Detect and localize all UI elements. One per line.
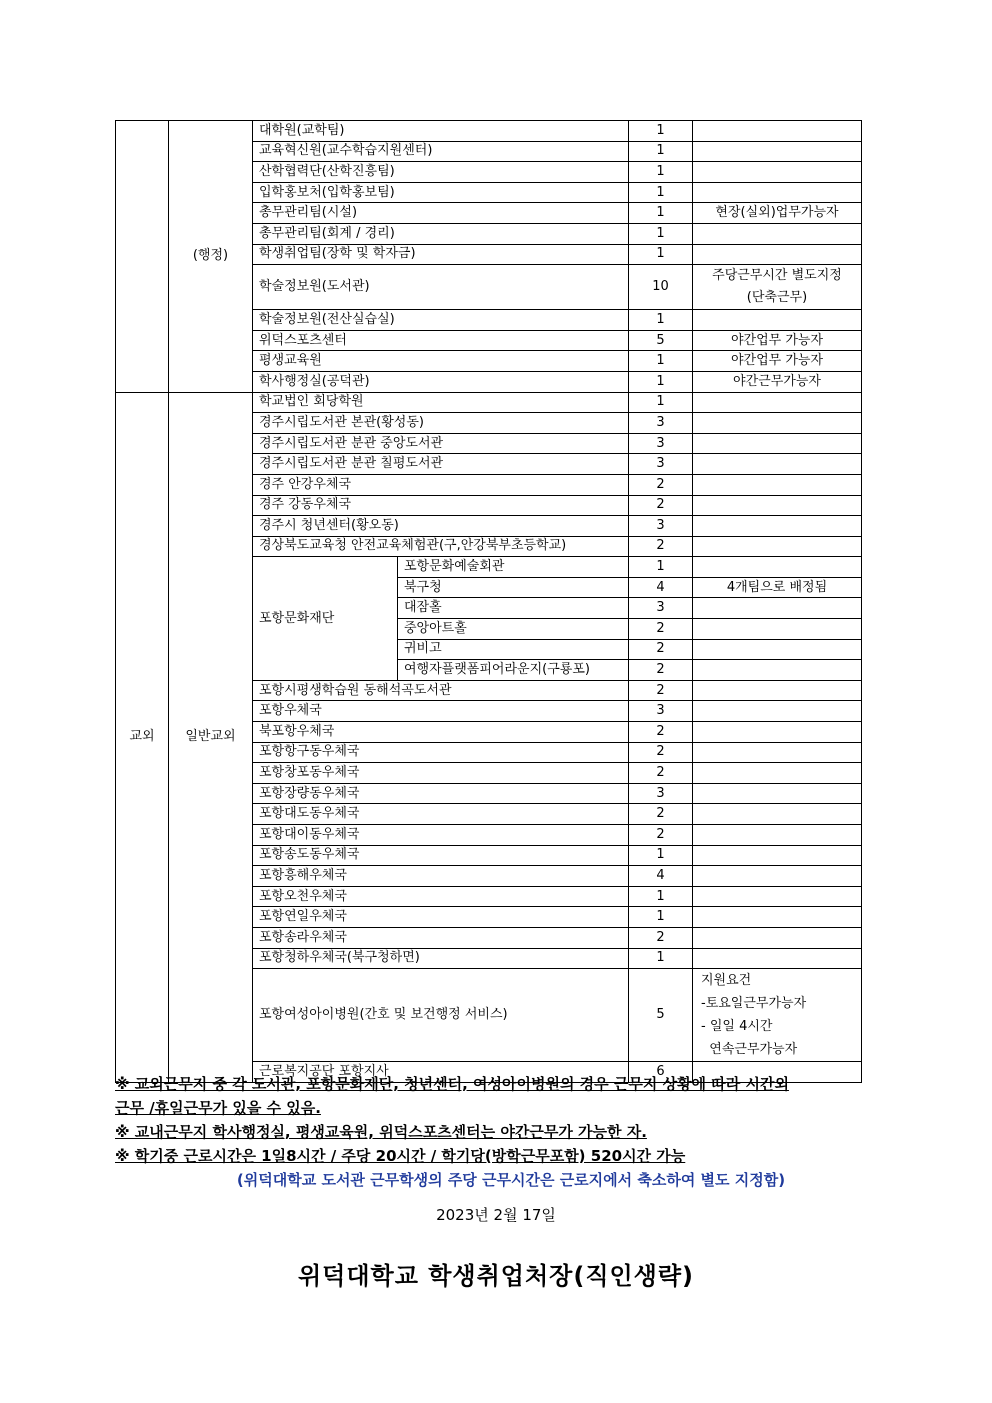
- footnote-line-3: ※ 교내근무지 학사행정실, 평생교육원, 위덕스포츠센터는 야간근무가 가능한 자.: [115, 1123, 647, 1141]
- remarks: 현장(실외)업무가능자: [693, 203, 862, 224]
- worksite-name: 포항연일우체국: [253, 907, 629, 928]
- worksite-name: 총무관리팀(시설): [253, 203, 629, 224]
- worker-count: 2: [629, 763, 693, 784]
- worksite-name: 경주시립도서관 본관(황성동): [253, 413, 629, 434]
- remarks: [693, 927, 862, 948]
- worker-count: 3: [629, 516, 693, 537]
- worksite-name: 경상북도교육청 안전교육체험관(구,안강북부초등학교): [253, 536, 629, 557]
- remarks-line: -토요일근무가능자: [701, 996, 807, 1012]
- worker-count: 2: [629, 927, 693, 948]
- remarks: [693, 660, 862, 681]
- worksite-name: 학교법인 회당학원: [253, 392, 629, 413]
- remarks: [693, 948, 862, 969]
- worksite-name: 포항송도동우체국: [253, 845, 629, 866]
- worker-count: 3: [629, 454, 693, 475]
- remarks: [693, 680, 862, 701]
- worker-count: 2: [629, 680, 693, 701]
- worker-count: 1: [629, 223, 693, 244]
- footnote-line-1: ※ 교외근무지 중 각 도서관, 포항문화재단, 청년센터, 여성아이병원의 경우 근무지 상황에 따라 시간외: [115, 1075, 789, 1093]
- worker-count: 2: [629, 639, 693, 660]
- remarks: [693, 474, 862, 495]
- worksite-table: [115, 120, 862, 1083]
- worksite-name: 여행자플랫폼피어라운지(구룡포): [398, 660, 629, 681]
- worksite-name: 대학원(교학팀): [253, 121, 629, 142]
- remarks: [693, 804, 862, 825]
- worksite-name: 포항시평생학습원 동해석곡도서관: [253, 680, 629, 701]
- worksite-name: 포항대도동우체국: [253, 804, 629, 825]
- remarks: 4개팀으로 배정됨: [693, 577, 862, 598]
- worker-count: 2: [629, 825, 693, 846]
- category-general-external: 일반교외: [169, 392, 253, 1082]
- worksite-name: 평생교육원: [253, 351, 629, 372]
- remarks: [693, 141, 862, 162]
- remarks: [693, 495, 862, 516]
- worker-count: 1: [629, 203, 693, 224]
- worksite-name: 학생취업팀(장학 및 학자금): [253, 244, 629, 265]
- remarks: 야간업무 가능자: [693, 351, 862, 372]
- worker-count: 3: [629, 783, 693, 804]
- worker-count: 3: [629, 433, 693, 454]
- worksite-name: 입학홍보처(입학홍보팀): [253, 182, 629, 203]
- remarks: [693, 244, 862, 265]
- category-external: 교외: [116, 392, 169, 1082]
- worker-count: 3: [629, 413, 693, 434]
- remarks: [693, 639, 862, 660]
- worksite-name: 경주 안강우체국: [253, 474, 629, 495]
- worksite-name: 포항송라우체국: [253, 927, 629, 948]
- document-date: 2023년 2월 17일: [436, 1206, 556, 1224]
- worker-count: 5: [629, 330, 693, 351]
- remarks: [693, 392, 862, 413]
- worker-count: 4: [629, 577, 693, 598]
- remarks: [693, 413, 862, 434]
- remarks: [693, 182, 862, 203]
- remarks-line: 연속근무가능자: [701, 1042, 798, 1058]
- remarks: [693, 433, 862, 454]
- remarks: [693, 866, 862, 887]
- worksite-name: 대잠홀: [398, 598, 629, 619]
- worksite-name: 교육혁신원(교수학습지원센터): [253, 141, 629, 162]
- worksite-name: 중앙아트홀: [398, 619, 629, 640]
- worker-count: 1: [629, 948, 693, 969]
- worker-count: 2: [629, 722, 693, 743]
- worker-count: 1: [629, 371, 693, 392]
- worksite-name: 경주 강동우체국: [253, 495, 629, 516]
- worker-count: 1: [629, 392, 693, 413]
- worker-count: 3: [629, 598, 693, 619]
- footnotes: [115, 1072, 895, 1192]
- worker-count: 1: [629, 244, 693, 265]
- worker-count: 1: [629, 310, 693, 331]
- remarks: [693, 742, 862, 763]
- worksite-name: 산학협력단(산학진흥팀): [253, 162, 629, 183]
- table-row: [116, 392, 862, 413]
- worker-count: 1: [629, 886, 693, 907]
- footnote-line-5: (위덕대학교 도서관 근무학생의 주당 근무시간은 근로지에서 축소하여 별도 지정함): [236, 1171, 786, 1189]
- worker-count: 1: [629, 907, 693, 928]
- remarks: [693, 536, 862, 557]
- worker-count: 1: [629, 557, 693, 578]
- remarks: [693, 701, 862, 722]
- worksite-name: 포항창포동우체국: [253, 763, 629, 784]
- remarks-cell: [693, 265, 862, 310]
- worksite-name: 학사행정실(공덕관): [253, 371, 629, 392]
- remarks-line: - 일일 4시간: [701, 1019, 773, 1035]
- remarks: [693, 619, 862, 640]
- worker-count: 2: [629, 474, 693, 495]
- worksite-name: 위덕스포츠센터: [253, 330, 629, 351]
- remarks-cell: [693, 969, 862, 1062]
- table-row: [116, 121, 862, 142]
- worksite-name: 포항대이동우체국: [253, 825, 629, 846]
- remarks: [693, 121, 862, 142]
- remarks: [693, 783, 862, 804]
- remarks: [693, 722, 862, 743]
- remarks: [693, 162, 862, 183]
- worksite-name: 포항청하우체국(북구청하면): [253, 948, 629, 969]
- worksite-name: 포항여성아이병원(간호 및 보건행정 서비스): [253, 969, 629, 1062]
- worksite-name: 포항흥해우체국: [253, 866, 629, 887]
- worksite-name: 경주시립도서관 분관 칠평도서관: [253, 454, 629, 475]
- worker-count: 3: [629, 701, 693, 722]
- remarks: [693, 763, 862, 784]
- worksite-name: 총무관리팀(회계 / 경리): [253, 223, 629, 244]
- remarks-line: 지원요건: [701, 973, 752, 989]
- worksite-name: 귀비고: [398, 639, 629, 660]
- worker-count: 1: [629, 351, 693, 372]
- remarks: 야간업무 가능자: [693, 330, 862, 351]
- worksite-name: 경주시립도서관 분관 중앙도서관: [253, 433, 629, 454]
- remarks: [693, 223, 862, 244]
- worker-count: 6: [629, 1062, 693, 1083]
- worker-count: 2: [629, 742, 693, 763]
- worksite-name: 포항항구동우체국: [253, 742, 629, 763]
- worksite-name: 포항문화예술회관: [398, 557, 629, 578]
- remarks: 야간근무가능자: [693, 371, 862, 392]
- worker-count: 2: [629, 536, 693, 557]
- worksite-name: 근로복지공단 포항지사: [253, 1062, 629, 1083]
- worker-count: 2: [629, 804, 693, 825]
- category-cell-blank: [116, 121, 169, 393]
- worker-count: 10: [629, 265, 693, 310]
- worker-count: 1: [629, 845, 693, 866]
- remarks-line: 주당근무시간 별도지정: [712, 268, 842, 284]
- worksite-name: 포항오천우체국: [253, 886, 629, 907]
- worker-count: 1: [629, 141, 693, 162]
- footnote-line-2: 근무 /휴일근무가 있을 수 있음.: [115, 1099, 321, 1117]
- worksite-name: 포항우체국: [253, 701, 629, 722]
- remarks: [693, 825, 862, 846]
- worksite-name: 경주시 청년센터(황오동): [253, 516, 629, 537]
- worker-count: 4: [629, 866, 693, 887]
- category-admin: (행정): [169, 121, 253, 393]
- remarks: [693, 598, 862, 619]
- remarks: [693, 516, 862, 537]
- worksite-name: 학술정보원(도서관): [253, 265, 629, 310]
- remarks-line: (단축근무): [746, 290, 808, 306]
- worksite-name: 학술정보원(전산실습실): [253, 310, 629, 331]
- foundation-name: 포항문화재단: [253, 557, 398, 681]
- worksite-name: 북구청: [398, 577, 629, 598]
- remarks: [693, 310, 862, 331]
- remarks: [693, 907, 862, 928]
- remarks: [693, 454, 862, 475]
- remarks: [693, 845, 862, 866]
- remarks: [693, 886, 862, 907]
- worksite-name: 포항장량동우체국: [253, 783, 629, 804]
- worker-count: 2: [629, 619, 693, 640]
- signature: 위덕대학교 학생취업처장(직인생략): [297, 1262, 695, 1290]
- footnote-line-4: ※ 학기중 근로시간은 1일8시간 / 주당 20시간 / 학기당(방학근무포함) 520시간 가능: [115, 1147, 686, 1165]
- worker-count: 1: [629, 162, 693, 183]
- worksite-name: 북포항우체국: [253, 722, 629, 743]
- remarks: [693, 557, 862, 578]
- worker-count: 1: [629, 182, 693, 203]
- worker-count: 2: [629, 660, 693, 681]
- worker-count: 1: [629, 121, 693, 142]
- worker-count: 5: [629, 969, 693, 1062]
- worker-count: 2: [629, 495, 693, 516]
